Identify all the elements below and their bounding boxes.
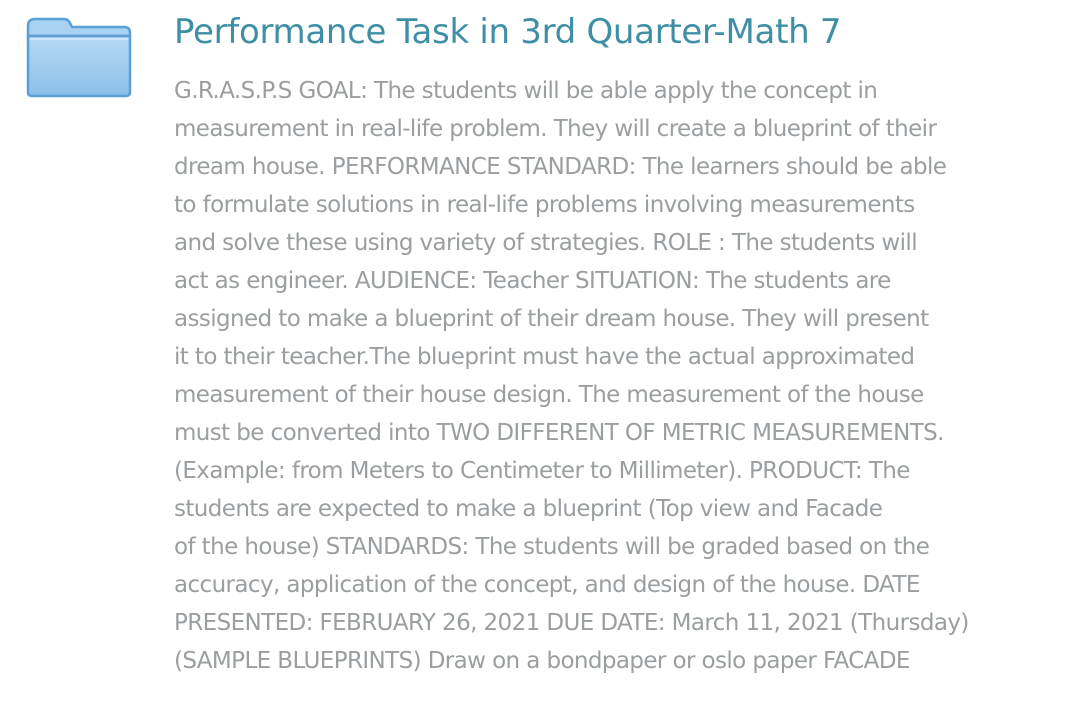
folder-icon[interactable] [26, 16, 132, 98]
description-line: must be converted into TWO DIFFERENT OF METRIC MEASUREMENTS. [174, 420, 944, 446]
description-line: measurement in real-life problem. They will create a blueprint of their [174, 116, 937, 142]
description-line: it to their teacher.The blueprint must have the actual approximated [174, 344, 915, 370]
description-line: to formulate solutions in real-life problems involving measurements [174, 192, 915, 218]
description-line: students are expected to make a blueprint (Top view and Facade [174, 496, 883, 522]
description-line: act as engineer. AUDIENCE: Teacher SITUATION: The students are [174, 268, 891, 294]
description-line: (Example: from Meters to Centimeter to Millimeter). PRODUCT: The [174, 458, 910, 484]
description-line: and solve these using variety of strategies. ROLE : The students will [174, 230, 918, 256]
description-line: (SAMPLE BLUEPRINTS) Draw on a bondpaper or oslo paper FACADE [174, 648, 910, 674]
description-line: PRESENTED: FEBRUARY 26, 2021 DUE DATE: March 11, 2021 (Thursday) [174, 610, 969, 636]
description-line: assigned to make a blueprint of their dream house. They will present [174, 306, 929, 332]
description-line: accuracy, application of the concept, and design of the house. DATE [174, 572, 920, 598]
task-description [174, 72, 1054, 680]
description-line: G.R.A.S.P.S GOAL: The students will be able apply the concept in [174, 78, 878, 104]
task-content [174, 10, 1054, 680]
description-line: of the house) STANDARDS: The students will be graded based on the [174, 534, 930, 560]
description-line: dream house. PERFORMANCE STANDARD: The learners should be able [174, 154, 947, 180]
description-line: measurement of their house design. The measurement of the house [174, 382, 924, 408]
task-title-link[interactable]: Performance Task in 3rd Quarter-Math 7 [174, 12, 842, 52]
